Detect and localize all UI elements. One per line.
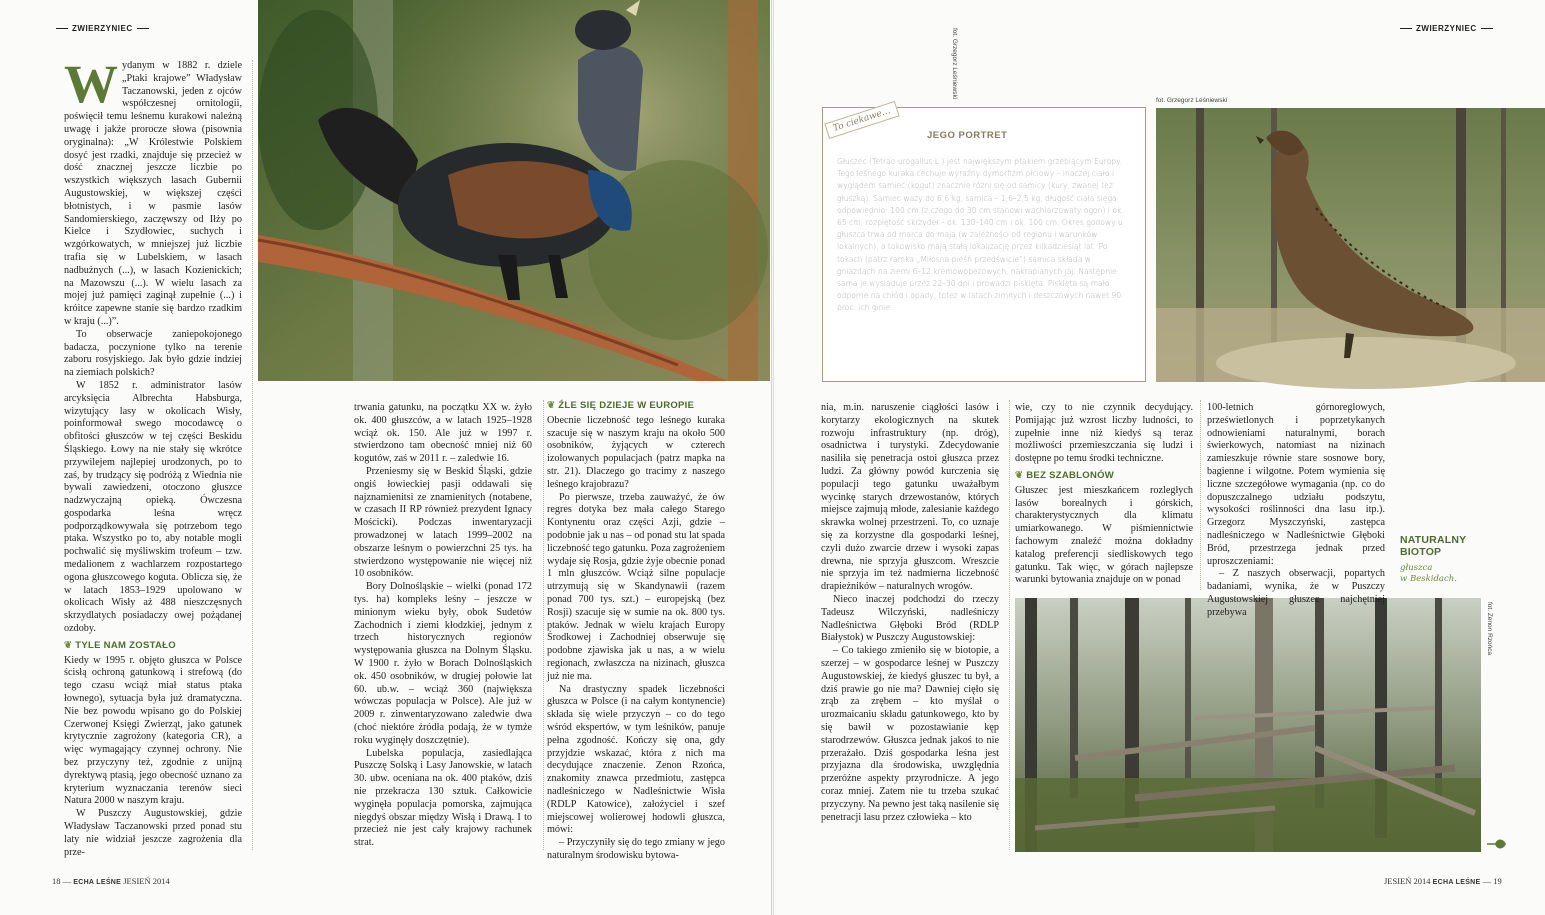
column-divider [1200, 400, 1201, 590]
text-column-1 [64, 54, 242, 860]
photo-forest-biotope [1015, 598, 1481, 852]
subheading-bez-szablonow: ❦ BEZ SZABLONÓW [1015, 469, 1115, 481]
paragraph: Kiedy w 1995 r. objęto głuszca w Polsce ścisłą ochroną gatunkową i strefową (do tego czasu wciąż miał status ptaka łownego), sytuacja była już dramatyczna. Nie bez powodu wpisano go do Polskiej Czerwonej Księgi Zwierząt, jako gatunek krytycznie zagrożony (kategoria CR), a więc wymagający czynnej ochrony. Nie bez przyczyny też, zgodnie z unijną dyrektywą ptasią, jego obecność uznano za kryterium wyznaczania terenów sieci Natura 2000 w naszym kraju. [64, 654, 242, 807]
info-box-ribbon: To ciekawe… [824, 101, 899, 139]
issue-left: JESIEŃ 2014 [123, 876, 170, 886]
paragraph: nia, m.in. naruszenie ciągłości lasów i korytarzy ekologicznych na skutek rozwoju infrastruktury (np. dróg), osadnictwa i turystyki. Zdecydowanie nasiliła się penetracja ostoi głuszca przez ludzi. Za główny powód kurczenia się populacji tego gatunku uważałbym wycinkę starych drzewostanów, których miejsce zajmują młode, zalesianie każdego skrawka wolnej przestrzeni. To, co uznaje się za korzystne dla gospodarki leśnej, czyli dużo zwarcie drzew i wysoki zapas drewna, nie sprzyja głuszcom. Wreszcie nie sprzyja im też nadmierna liczebność drapieżników – naturalnych wrogów. [821, 402, 999, 593]
info-box-title: JEGO PORTRET [927, 130, 1008, 141]
capercaillie-male-image [258, 0, 770, 381]
text-column-6 [1207, 402, 1385, 618]
spine [771, 0, 774, 915]
paragraph: 100-letnich górnoreglowych, prześwietlonych i poprzetykanych odnowieniami naturalnymi, borach świerkowych, natomiast na nizinach zamieszkuje równie stare sosnowe bory, bagienne i wilgotne. Potem wymienia się liczne szczegółowe wymagania (np. co do dopuszczalnego udziału podszytu, wysokości roślinności dna lasu itp.). Grzegorz Myszczyński, zastępca nadleśniczego w Nadleśnictwie Głęboki Bród, przestrzega jednak przed uproszczeniami: [1207, 402, 1385, 567]
capercaillie-female-image [1156, 108, 1545, 382]
leaf-icon: ❦ [547, 400, 556, 411]
paragraph: To obserwacje zaniepokojonego badacza, poczynione tylko na terenie zaboru rosyjskiego. Jak było gdzie indziej na ziemiach polskich? [64, 328, 242, 379]
text-column-5 [1015, 402, 1193, 592]
paragraph: Głuszec jest mieszkańcem rozległych lasów borealnych i górskich, charakterystycznych dla klimatu umiarkowanego. W piśmiennictwie fachowym znaleźć można dokładny katalog preferencji siedliskowych tego gatunku. Tak więc, w górach najlepsze warunki bytowania znajduje on w ponad [1015, 484, 1193, 586]
paragraph: Nieco inaczej podchodzi do rzeczy Tadeusz Wilczyński, nadleśniczy Nadleśnictwa Głęboki Bród (RDLP Białystok) w Puszczy Augustowskiej: [821, 593, 999, 644]
photo-credit-3: fot. Zenon Rzońca [1486, 602, 1493, 656]
subheading-tyle-nam-zostalo: ❦ TYLE NAM ZOSTAŁO [64, 639, 176, 651]
section-tag-left: ZWIERZYNIEC [52, 24, 153, 33]
paragraph: wie, czy to nie czynnik decydujący. Pomijając już wzrost liczby ludności, to zupełnie inne niż kiedyś są teraz możliwości przemieszczania się ludzi i dostępne po temu środki techniczne. [1015, 402, 1193, 465]
photo-credit-1: fot. Grzegorz Leśniewski [951, 28, 958, 100]
leaf-icon: ❦ [64, 639, 73, 651]
column-divider [1009, 400, 1010, 850]
folio-left: 18 — ECHA LEŚNE JESIEŃ 2014 [52, 876, 170, 886]
caption-subtitle: głuszca w Beskidach. [1400, 563, 1457, 584]
paragraph: W Puszczy Augustowskiej, gdzie Władysław Taczanowski przed ponad stu laty nie widział jeszcze zagrożenia dla prze- [64, 808, 242, 858]
page-number-right: 19 [1493, 876, 1502, 886]
text-column-2 [354, 402, 532, 860]
folio-right: JESIEŃ 2014 ECHA LEŚNE — 19 [1384, 876, 1502, 886]
column-divider [543, 400, 544, 850]
paragraph: Lubelska populacja, zasiedlająca Puszczę Solską i Lasy Janowskie, w latach 30. ubw. oceniana na ok. 400 ptaków, dziś nie przekracza 130 sztuk. Całkowicie wyginęła populacja pomorska, zajmująca niegdyś obszar między Wisłą i Drawą. I to przecież nie jest cały krajowy rachunek strat. [354, 747, 532, 849]
text-column-4 [821, 402, 999, 860]
drop-cap: W [64, 54, 118, 114]
leaf-icon: ❦ [1015, 469, 1024, 481]
column-divider [252, 60, 253, 850]
page-number-left: 18 [52, 876, 61, 886]
paragraph: W 1852 r. administrator lasów arcyksięcia Albrechta Habsburga, wizytujący lasy w okolicach Wisły, poinformował swego mocodawcę o obfitości głuszców w tej części Beskidu Śląskiego. Łowy na nie stały się wkrótce przywilejem najlepiej urodzonych, po to zaś, by trudzący się podróżą z Wiednia nie bywali zawiedzeni, otoczono głuszce nadzwyczajną opieką. Ówczesna gospodarka leśna wręcz podporządkowywała się potrzebom tego ptaka. Wszystko po to, aby notable mogli pochwalić się myśliwskim trofeum – tzw. medalionem z wachlarzem rozpostartego ogona głuszcowego koguta. Oblicza się, że w latach 1853–1929 upolowano w okolicach Wisły aż 488 nieszczęsnych skrzydlatych posiadaczy owej pożądanej ozdoby. [64, 379, 242, 635]
paragraph: Przeniesmy się w Beskid Śląski, gdzie ongiś łowieckiej pasji oddawali się najznamienitsi ze znamienitych (notabene, w czasach II RP również prezydent Ignacy Mościcki). Podczas inwentaryzacji prowadzonej w latach 1999–2002 na obszarze leśnym o powierzchni 25 tys. ha stwierdzono występowanie nie więcej niż 10 osobników. [354, 465, 532, 580]
paragraph: Bory Dolnośląskie – wielki (ponad 172 tys. ha) kompleks leśny – jeszcze w minionym wieku były, obok Sudetów Zachodnich i ziemi kłodzkiej, jednym z trzech historycznych regionów występowania głuszca na Dolnym Śląsku. W 1900 r. żyło w Borach Dolnośląskich ok. 450 osobników, w drugiej połowie lat 60. ub.w. – wciąż 360 (największa wówczas populacja w Polsce). Ale już w 2009 r. zinwentaryzowano zaledwie dwa (choć niektóre źródła podają, że w tymże roku wyginęły doszczętnie). [354, 581, 532, 746]
issue-right: JESIEŃ 2014 [1384, 876, 1431, 886]
paragraph: Obecnie liczebność tego leśnego kuraka szacuje się w naszym kraju na około 500 osobników, żyjących w czterech izolowanych populacjach (patrz mapka na str. 21). Dlaczego go tracimy z naszego leśnego krajobrazu? [547, 414, 725, 490]
text-column-3 [547, 400, 725, 860]
info-box-text: Głuszec (Tetrao urogallus L.) jest największym ptakiem grzebiącym Europy. Tego leśnego kuraka cechuje wyraźny dymorfizm płciowy – inaczej ciało i wyglądem samiec (kogut) znacznie różni się od samicy (kury, zwanej też głuszką). Samiec waży do 6,6 kg, samica – 1,6–2,5 kg, długość ciała sięga odpowiednio: 100 cm (z czego do 30 cm stanowi wachlarzowaty ogon) i ok. 65 cm, rozpiętość skrzydeł – ok. 130–140 cm i ok. 100 cm. Okres godowy u głuszca trwa od marca do maja (w zależności od regionu i warunków lokalnych), a tokowisko mają stałą lokalizację przez kilkadziesiąt lat. Po tokach (patrz ramka „Miłosna pieśń przedświcie”) samica składa w gniazdach na ziemi 6–12 kremowobeżowych, nakrapianych jaj. Następnie sama je wysiaduje przez 22–30 dni i prowadzi pisklęta. Pisklęta są mało odporne na chłód i opady, toteż w latach zimnych i deszczowych nawet 90 proc. ich ginie. [837, 157, 1124, 313]
paragraph: – Z naszych obserwacji, popartych badaniami, wynika, że w Puszczy Augustowskiej głuszec najchętniej przebywa [1207, 568, 1385, 618]
section-tag-right: ZWIERZYNIEC [1396, 24, 1497, 33]
photo-credit-2: fot. Grzegorz Leśniewski [1156, 97, 1228, 104]
paragraph: Na drastyczny spadek liczebności głuszca w Polsce (i na całym kontynencie) składa się wiele przyczyn – co do tego wśród ekspertów, w tym leśników, panuje pełna zgodność. Kończy się ona, gdy przyjdzie wskazać, która z nich ma decydujące znaczenie. Zenon Rzońca, znakomity znawca przedmiotu, zastępca nadleśniczego w Nadleśnictwie Wisła (RDLP Katowice), założyciel i szef miejscowej wolierowej hodowli głuszca, mówi: [547, 683, 725, 836]
magazine-name-left: ECHA LEŚNE [73, 879, 122, 886]
caption-title: NATURALNY BIOTOP [1400, 534, 1467, 558]
intro-paragraph: ydanym w 1882 r. dziele „Ptaki krajowe” Władysław Taczanowski, jeden z ojców współczesnej ornitologii, poświęcił temu leśnemu kurakowi należną uwagę i jakże prorocze słowa (pisownia oryginalna): „W Królestwie Polskiem dosyć jest rzadki, znajduje się przecież w dość znacznej jeszcze liczbie po wszystkich większych lasach Gubernii Augustowskiej, w większej części błotnistych, i w pasmie lasów Sandomierskiego, zaczęwszy od Iłży po Kielce i Szydłowiec, suchych i wzgórkowatych, w mniejszej już liczbie trafia się w Lubelskiem, w lasach nadbużnych (...), w lasach Kozienickich; na Mazowszu (...). W wielu lasach za mojej już pamięci zaginął zupełnie (...) i króitce zapewne stanie się bardzo rzadkim w kraju (...)”. [64, 60, 242, 327]
paragraph: Po pierwsze, trzeba zauważyć, że ów regres dotyka bez mała całego Starego Kontynentu oraz części Azji, gdzie – podobnie jak u nas – od ponad stu lat spada liczebność tego gatunku. Poza zagrożeniem wydaje się Rosja, gdzie żyje obecnie ponad 1 mln głuszców. Wciąż silne populacje utrzymują się w Skandynawii (razem ponad 700 tys. szt.) – europejską (bez Rosji) szacuje się w sumie na ok. 800 tys. ptaków. Jednak w wielu krajach Europy Środkowej i Zachodniej obserwuje się podobne zjawiska jak u nas, a w wielu regionach, zwłaszcza na nizinach, głuszca już nie ma. [547, 491, 725, 682]
magazine-name-right: ECHA LEŚNE [1432, 879, 1481, 886]
paragraph: trwania gatunku, na początku XX w. żyło ok. 400 głuszców, a w latach 1925–1928 wciąż ok. 150. Ale już w 1997 r. stwierdzono tam obecność mniej niż 60 kogutów, zaś w 2011 r. – zaledwie 16. [354, 402, 532, 465]
info-box-portrait [822, 107, 1146, 382]
photo-male-capercaillie [258, 0, 770, 381]
end-of-article-leaf-icon [1487, 836, 1507, 855]
forest-biotope-image [1015, 598, 1481, 852]
paragraph: – Co takiego zmieniło się w biotopie, a szerzej – w gospodarce leśnej w Puszczy Augustowskiej, że kiedyś głuszec tu był, a dziś prawie go nie ma? Dawniej cięło się zrąb za zrębem – kto myślał o urozmaicaniu składu gatunkowego, kto by się bawił w pozostawianie kęp starodrzewów. Głuszca jednak jakoś to nie przerażało. Dziś gospodarka leśna jest przyjazna dla środowiska, uwzględnia przeróżne aspekty przyrodnicze. A jego coraz mniej. Zatem nie tu trzeba szukać przyczyny. Na pewno jest taką nasilenie się penetracji lasu przez człowieka – kto [821, 645, 999, 823]
paragraph: – Przyczyniły się do tego zmiany w jego naturalnym środowisku bytowa- [547, 837, 725, 861]
subheading-zle-sie-dzieje: ❦ ŹLE SIĘ DZIEJE W EUROPIE [547, 400, 695, 411]
photo-female-capercaillie [1156, 108, 1545, 382]
